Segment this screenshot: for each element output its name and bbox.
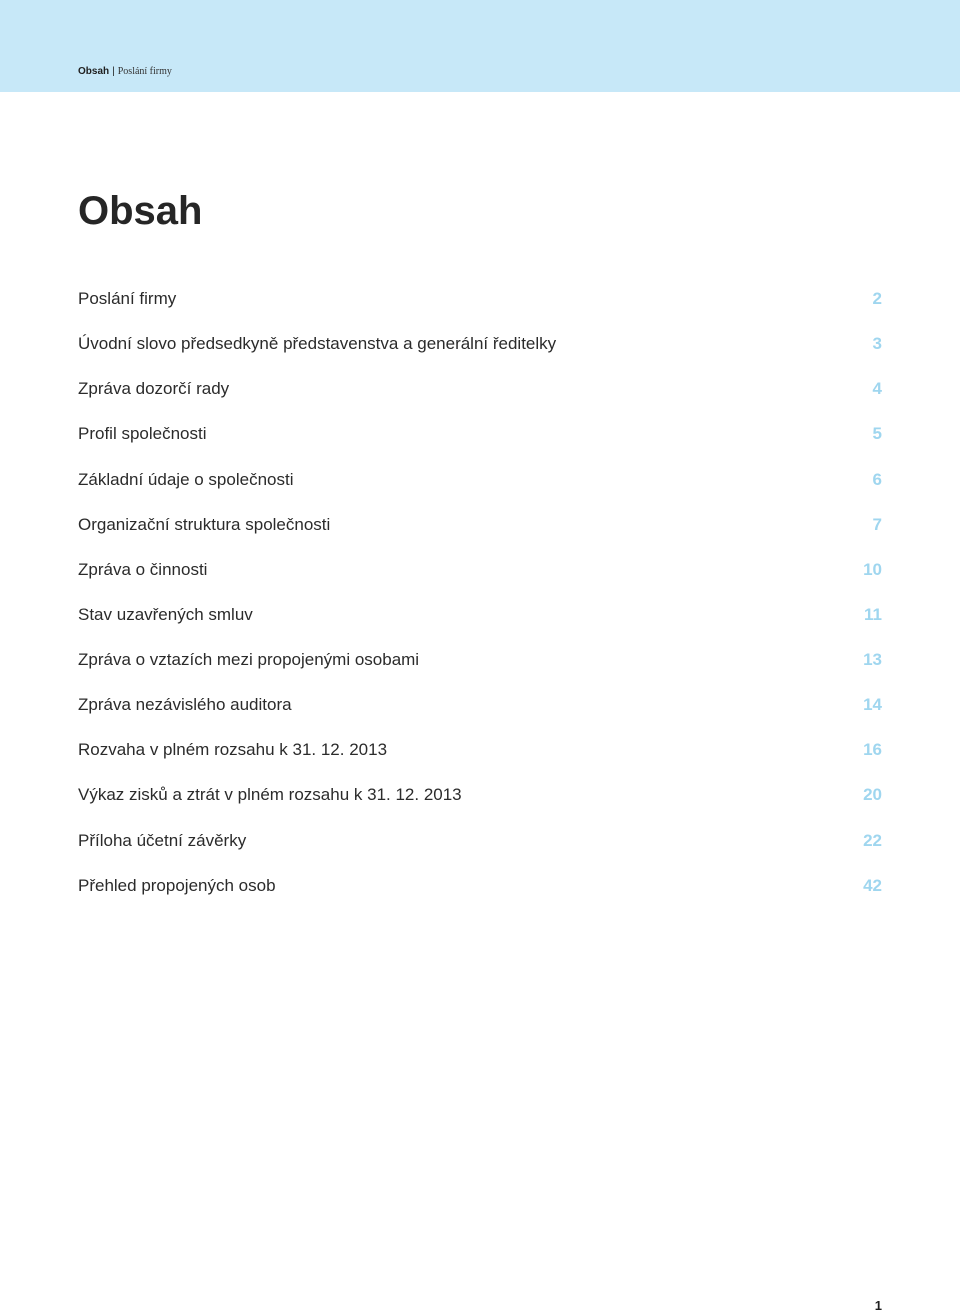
toc-entry-label: Stav uzavřených smluv — [78, 604, 253, 624]
toc-entry-page: 5 — [872, 424, 882, 444]
toc-entry[interactable] — [78, 692, 882, 737]
toc-entry-label: Základní údaje o společnosti — [78, 469, 294, 489]
toc-entry-page: 3 — [872, 334, 882, 354]
toc-entry-label: Zpráva o vztazích mezi propojenými osobami — [78, 650, 420, 669]
toc-entry-page: 42 — [863, 875, 882, 895]
toc-entry[interactable] — [78, 286, 882, 331]
toc-entry[interactable] — [78, 647, 882, 692]
toc-entry-label: Úvodní slovo předsedkyně představenstva a generální ředitelky — [78, 334, 557, 354]
toc-entry-label: Zpráva dozorčí rady — [78, 379, 230, 399]
toc-entry[interactable] — [78, 557, 882, 602]
toc-entry-label: Organizační struktura společnosti — [78, 514, 331, 534]
toc-entry[interactable] — [78, 331, 882, 376]
toc-entry[interactable] — [78, 467, 882, 512]
toc-entry-label: Poslání firmy — [78, 289, 177, 308]
toc-entry-page: 11 — [864, 604, 882, 624]
toc-entry-label: Přehled propojených osob — [78, 875, 276, 895]
toc-entry[interactable] — [78, 421, 882, 466]
page-number: 1 — [874, 1298, 882, 1313]
toc-entry[interactable] — [78, 828, 882, 873]
toc-entry-page: 6 — [872, 469, 882, 489]
toc-entry-label: Výkaz zisků a ztrát v plném rozsahu k 31. 12. 2013 — [78, 785, 462, 805]
toc-entry-page: 7 — [872, 514, 882, 534]
toc-entry[interactable] — [78, 512, 882, 557]
breadcrumb-current: Obsah — [78, 66, 110, 77]
toc-entry[interactable] — [78, 737, 882, 782]
toc-entry-page: 2 — [872, 289, 882, 308]
toc-entry[interactable] — [78, 782, 882, 827]
header-band — [0, 0, 960, 92]
toc-entry-page: 10 — [863, 559, 882, 579]
toc-entry-page: 22 — [863, 830, 882, 850]
toc-entry-label: Profil společnosti — [78, 424, 207, 444]
breadcrumb-section[interactable]: Poslání firmy — [117, 66, 172, 77]
toc-entry[interactable] — [78, 602, 882, 647]
toc-entry[interactable] — [78, 376, 882, 421]
toc-entry-page: 16 — [863, 740, 882, 760]
breadcrumb — [78, 66, 172, 78]
toc-entry[interactable] — [78, 873, 882, 918]
toc-entry-label: Rozvaha v plném rozsahu k 31. 12. 2013 — [78, 740, 388, 760]
page-title: Obsah — [78, 189, 203, 233]
breadcrumb-separator: | — [112, 66, 115, 77]
toc-entry-label: Zpráva o činnosti — [78, 559, 208, 579]
toc-entry-page: 14 — [863, 695, 882, 715]
toc-entry-label: Zpráva nezávislého auditora — [78, 695, 292, 715]
toc-entry-page: 20 — [863, 785, 882, 805]
toc-entry-page: 13 — [863, 650, 882, 669]
toc-entry-label: Příloha účetní závěrky — [78, 830, 247, 850]
toc-entry-page: 4 — [872, 379, 882, 399]
table-of-contents — [78, 286, 882, 918]
